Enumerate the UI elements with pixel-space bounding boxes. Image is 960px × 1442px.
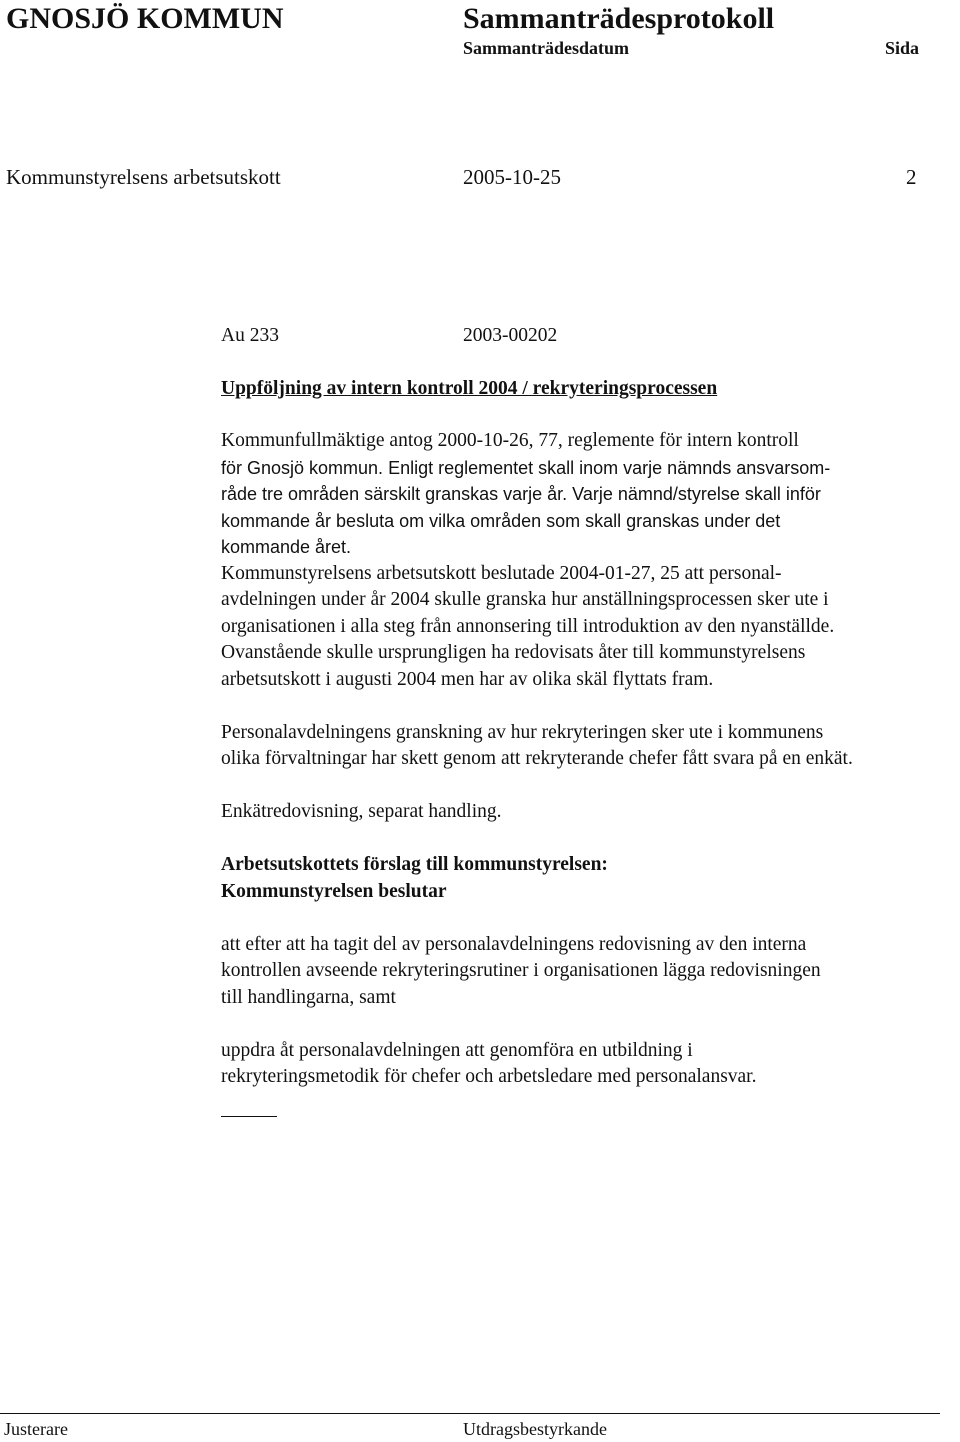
- proposal-heading: Arbetsutskottets förslag till kommunstyrelsen:: [221, 854, 608, 875]
- case-paragraph: Au 233: [221, 325, 279, 346]
- review-line: olika förvaltningar har skett genom att rekryterande chefer fått svara på en enkät.: [221, 748, 853, 769]
- case-number: 2003-00202: [463, 325, 558, 346]
- case-title: Uppföljning av intern kontroll 2004 / rekryteringsprocessen: [221, 377, 718, 399]
- proposal-section: [221, 852, 957, 905]
- intro-line: kommande år besluta om vilka områden som skall granskas under det: [221, 510, 781, 531]
- document-type: Sammanträdesprotokoll: [463, 2, 775, 35]
- attachment-line: Enkätredovisning, separat handling.: [221, 801, 502, 822]
- page-label: Sida: [885, 38, 920, 58]
- footer-divider: [0, 1413, 940, 1414]
- case-reference-row: [221, 323, 957, 350]
- background-line: Ovanstående skulle ursprungligen ha redovisats åter till kommunstyrelsens: [221, 642, 806, 663]
- background-line: organisationen i alla steg från annonsering till introduktion av den nyanställde.: [221, 615, 835, 637]
- background-line: Kommunstyrelsens arbetsutskott beslutade 2004-01-27, 25 att personal-: [221, 562, 782, 584]
- organization-name: GNOSJÖ KOMMUN: [6, 2, 284, 35]
- decision-point-two: [221, 1038, 957, 1091]
- committee-name: Kommunstyrelsens arbetsutskott: [6, 165, 281, 189]
- decision-line: kontrollen avseende rekryteringsrutiner i organisationen lägga redovisningen: [221, 960, 821, 981]
- background-line: avdelningen under år 2004 skulle granska hur anställningsprocessen sker ute i: [221, 589, 829, 610]
- case-content: [221, 323, 957, 1117]
- page-number: 2: [906, 165, 917, 189]
- decision-heading: Kommunstyrelsen beslutar: [221, 880, 447, 902]
- attachment-note: [221, 799, 957, 826]
- end-rule: [221, 1116, 277, 1117]
- meeting-date-label: Sammanträdesdatum: [463, 38, 630, 58]
- decision-point-one: [221, 932, 957, 1012]
- decision-line: rekryteringsmetodik för chefer och arbetsledare med personalansvar.: [221, 1066, 757, 1087]
- intro-line: råde tre områden särskilt granskas varje år. Varje nämnd/styrelse skall inför: [221, 484, 821, 504]
- background-paragraph: [221, 561, 957, 694]
- decision-line: uppdra åt personalavdelningen att genomföra en utbildning i: [221, 1039, 693, 1061]
- justerare-label: Justerare: [4, 1419, 68, 1439]
- intro-line: kommande året.: [221, 537, 352, 557]
- utdragsbestyrkande-label: Utdragsbestyrkande: [463, 1419, 607, 1439]
- background-line: arbetsutskott i augusti 2004 men har av olika skäl flyttats fram.: [221, 668, 714, 690]
- review-line: Personalavdelningens granskning av hur rekryteringen sker ute i kommunens: [221, 721, 824, 743]
- review-paragraph: [221, 720, 957, 773]
- meeting-date: 2005-10-25: [463, 165, 561, 189]
- intro-paragraph: [221, 428, 957, 561]
- intro-line: Kommunfullmäktige antog 2000-10-26, 77, reglemente för intern kontroll: [221, 430, 799, 451]
- decision-line: att efter att ha tagit del av personalavdelningens redovisning av den interna: [221, 933, 807, 955]
- decision-line: till handlingarna, samt: [221, 986, 396, 1008]
- intro-line: för Gnosjö kommun. Enligt reglementet skall inom varje nämnds ansvarsom-: [221, 457, 831, 478]
